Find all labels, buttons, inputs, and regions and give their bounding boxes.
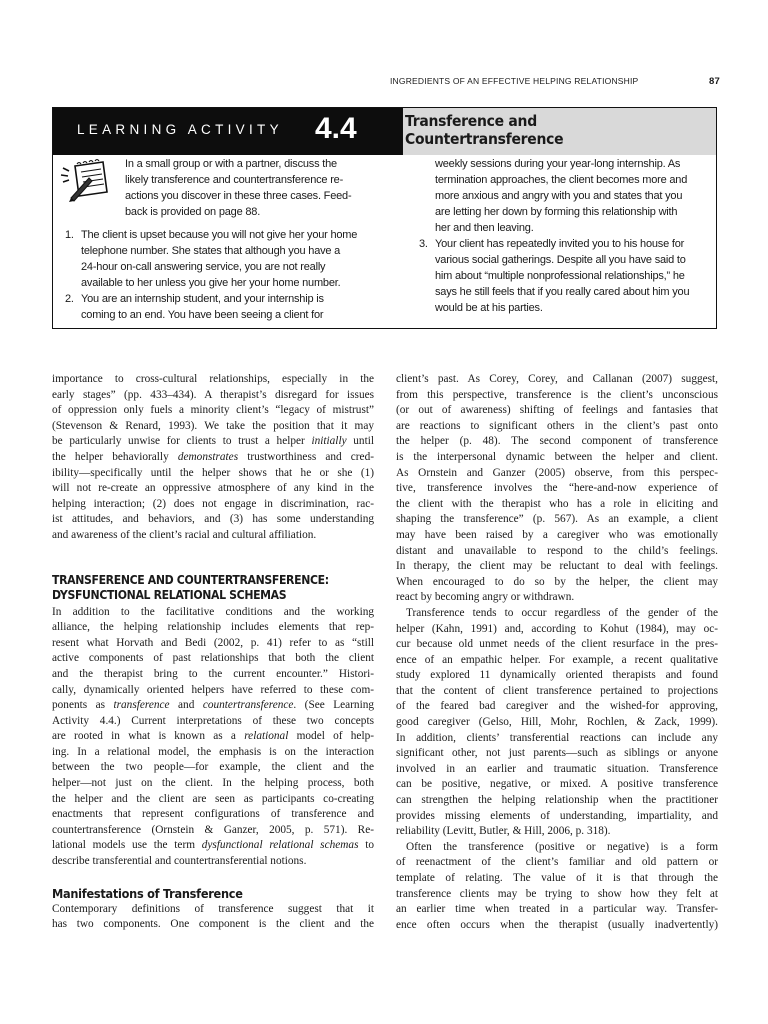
text-run: and	[169, 699, 203, 712]
text-line: distant and unavailable to respond to the child’s feelings.	[396, 544, 718, 557]
text-line: from this perspective, transference is the client’s unconscious	[396, 388, 718, 401]
text-line: Transference tends to occur regardless of the gender of the	[406, 606, 718, 619]
text-line: enactments that represent configurations of transference and	[52, 808, 374, 821]
paragraph	[396, 372, 718, 606]
case-item-2	[63, 291, 383, 323]
case-line: telephone number. She states that although you have a	[81, 245, 341, 257]
intro-line: In a small group or with a partner, discuss the	[125, 158, 337, 170]
paragraph	[396, 840, 718, 934]
learning-activity-cases-left	[63, 227, 383, 323]
case-line: You are an internship student, and your internship is	[81, 293, 324, 305]
page-number: 87	[709, 76, 720, 87]
text-line: ibility—specifically until the helper shows that he or she (1)	[52, 466, 374, 479]
case-line: 24-hour on-call answering service, you are not really	[81, 261, 326, 273]
text-run: ponents as	[52, 699, 114, 712]
text-line: active components of past relationships that both the client	[52, 652, 374, 665]
case-line: coming to an end. You have been seeing a client for	[81, 309, 324, 321]
text-line: Often the transference (positive or negative) is a form	[406, 840, 718, 853]
case-line: are letting her down by forming this relationship with	[435, 206, 678, 218]
text-line: describe transferential and countertransferential notions.	[52, 855, 307, 868]
text-line: can strengthen the helping relationship when the practitioner	[396, 794, 718, 807]
emphasis: relational	[244, 730, 289, 743]
case-number: 1.	[65, 229, 74, 241]
emphasis: transference	[113, 699, 170, 712]
learning-activity-label: LEARNING ACTIVITY	[77, 122, 283, 137]
text-line: reliability (Levitt, Butler, & Hill, 2006, p. 318).	[396, 825, 611, 838]
text-line: When encouraged to do so by the helper, the client may	[396, 575, 718, 588]
emphasis: countertransference	[202, 699, 294, 712]
text-line: ing. In a relational model, the emphasis is on the interaction	[52, 745, 374, 758]
text-line: can be positive, negative, or mixed. A positive transference	[396, 778, 718, 791]
text-line: Contemporary definitions of transference suggest that it	[52, 902, 374, 915]
paragraph	[52, 372, 374, 544]
text-line: involved in an earlier and traumatic situation. Transference	[396, 762, 718, 775]
text-line: cally, dynamically oriented helpers have referred to these com-	[52, 683, 374, 696]
text-line: In addition, clients’ transferential reactions can include any	[396, 731, 718, 744]
text-line: resent what Horvath and Bedi (2002, p. 41) refer to as “still	[52, 636, 374, 649]
case-line: says he still feels that if you really cared about him you	[435, 286, 690, 298]
text-line: tive, transference involves the “here-and-now experience of	[396, 482, 718, 495]
text-run: to	[358, 839, 374, 852]
text-line: the helper (p. 48). The second component of transference	[396, 435, 718, 448]
emphasis: initially	[311, 435, 347, 448]
section-heading-line: DYSFUNCTIONAL RELATIONAL SCHEMAS	[52, 586, 287, 602]
text-line: client’s past. As Corey, Corey, and Callanan (2007) suggest,	[396, 373, 718, 385]
case-item-3	[417, 236, 709, 316]
text-line: and the therapist bring to the current encounter.” Histori-	[52, 667, 374, 680]
text-line: transference clients may be trying to show how they felt at	[396, 887, 718, 900]
text-line: shaping the transference” (p. 567). As an example, a client	[396, 513, 718, 526]
text-line: importance to cross-cultural relationships, especially in the	[52, 373, 374, 385]
text-line: early stages” (pp. 433–434). A therapist’s disregard for issues	[52, 388, 374, 401]
right-column	[396, 372, 718, 933]
text-line: template of relating. The value of it is that through the	[396, 872, 718, 884]
intro-line: actions you discover in these three cases. Feed-	[125, 190, 352, 202]
text-line: may have been raised by a caregiver who was emotionally	[396, 528, 718, 541]
emphasis: dysfunctional relational schemas	[201, 839, 359, 852]
case-line: available to her unless you give her your home number.	[81, 277, 341, 289]
learning-activity-title-bar	[402, 108, 716, 155]
text-line: In therapy, the client may be reluctant to deal with feelings.	[396, 560, 718, 573]
text-line: (or out of awareness) shifting of feelings and fantasies that	[396, 404, 718, 417]
text-run: model of help-	[288, 730, 374, 743]
text-line: an earlier time when treated in a particular way. Transfer-	[396, 903, 718, 916]
learning-activity-header	[53, 108, 716, 155]
text-line: good caregiver (Gelso, Hill, Mohr, Rochlen, & Zack, 1999).	[396, 716, 718, 729]
learning-activity-title-line: Transference and	[405, 112, 537, 130]
text-line: alliance, the helping relationship includes elements that rep-	[52, 621, 374, 634]
case-line: more anxious and angry with you and states that you	[435, 190, 683, 202]
text-line: (Stevenson & Renard, 1993). We take the position that it may	[52, 419, 374, 432]
running-head-title: INGREDIENTS OF AN EFFECTIVE HELPING RELATIONSHIP	[390, 76, 639, 86]
text-run: . (See Learning	[293, 699, 375, 712]
notepad-pencil-icon	[57, 158, 111, 202]
text-line: ence often occurs when the therapist (usually inadvertently)	[396, 918, 718, 931]
case-line: termination approaches, the client becomes more and	[435, 174, 688, 186]
intro-line: back is provided on page 88.	[125, 206, 261, 218]
text-line: has two components. One component is the client and the	[52, 918, 374, 931]
case-line: various social gatherings. Despite all you have said to	[435, 254, 686, 266]
text-line: of reenactment of the client’s familiar and old pattern or	[396, 856, 718, 869]
learning-activity-intro	[125, 156, 375, 220]
text-line: is the interpersonal dynamic between the helper and client.	[396, 450, 718, 463]
case-line: Your client has repeatedly invited you to his house for	[435, 238, 685, 250]
text-line: the client with the therapist who has a role in eliciting and	[396, 497, 718, 510]
text-line: Activity 4.4.) Current interpretations of these two concepts	[52, 714, 374, 727]
paragraph	[52, 902, 374, 933]
text-run: be particularly unwise for clients to trust a helper	[52, 435, 312, 448]
emphasis: demonstrates	[177, 450, 239, 463]
text-line	[52, 450, 374, 466]
case-line: him about “multiple nonprofessional relationships,” he	[435, 270, 685, 282]
text-run: lational models use the term	[52, 839, 202, 852]
text-line: ist attitudes, and behaviors, and (3) has some understanding	[52, 513, 374, 526]
text-line: are reactions to significant others in the client’s past onto	[396, 419, 718, 432]
case-line: weekly sessions during your year-long internship. As	[435, 158, 681, 170]
left-column	[52, 372, 374, 933]
text-line	[52, 434, 374, 450]
case-line: would be at his parties.	[435, 302, 543, 314]
text-line: countertransference (Ornstein & Ganzer, 2005, p. 571). Re-	[52, 823, 374, 836]
text-line: will not re-create an oppressive atmosphere of any kind in the	[52, 482, 374, 495]
section-heading	[52, 572, 374, 602]
text-line: of oppression only fuels a minority client’s “legacy of mistrust”	[52, 404, 374, 417]
section-heading-line: TRANSFERENCE AND COUNTERTRANSFERENCE:	[52, 571, 329, 587]
text-line: the helper and the client are seen as participants co-creating	[52, 792, 374, 805]
text-line	[52, 698, 374, 714]
learning-activity-title	[405, 112, 563, 148]
text-run: the helper behaviorally	[52, 450, 178, 463]
case-item-2-continued	[417, 156, 709, 236]
case-item-1	[63, 227, 383, 291]
text-line: In addition to the facilitative conditions and the working	[52, 605, 374, 618]
case-line: her and then leaving.	[435, 222, 534, 234]
text-line: significant other, not just parents—such as siblings or anyone	[396, 747, 718, 760]
text-line: helper—not just on the client. In the helping process, both	[52, 777, 374, 790]
text-run: are rooted in what is known as a	[52, 730, 245, 743]
learning-activity-cases-right	[417, 156, 709, 316]
learning-activity-label-bar	[53, 108, 402, 155]
text-line: of the feared bad caregiver and the wished-for approving,	[396, 700, 718, 713]
case-line: The client is upset because you will not give her your home	[81, 229, 358, 241]
running-head	[390, 76, 720, 87]
case-number: 2.	[65, 293, 74, 305]
text-line: helper (Kahn, 1991) and, according to Kohut (1984), may oc-	[396, 622, 718, 635]
text-line: study explored 11 dynamically oriented therapists and found	[396, 669, 718, 682]
paragraph	[52, 605, 374, 870]
text-run: until	[346, 435, 374, 448]
text-line	[52, 729, 374, 745]
text-line: As Ornstein and Ganzer (2005) observe, from this perspec-	[396, 466, 718, 479]
learning-activity-title-line: Countertransference	[405, 130, 564, 148]
subsection-heading: Manifestations of Transference	[52, 885, 243, 901]
learning-activity-number: 4.4	[315, 112, 357, 145]
text-line: cur because old unmet needs of the client resurface in the pres-	[396, 638, 718, 651]
text-line: ence of an empathic helper. For example, a recent qualitative	[396, 653, 718, 666]
learning-activity-box	[52, 107, 717, 329]
text-line: react by becoming angry or withdrawn.	[396, 591, 575, 604]
case-number: 3.	[419, 238, 428, 250]
paragraph	[396, 606, 718, 840]
text-run: trustworthiness and cred-	[238, 450, 374, 463]
text-line: that the content of client transference pertained to projections	[396, 684, 718, 697]
text-line: helping interaction; (2) does not engage in discrimination, rac-	[52, 497, 374, 510]
text-line: and awareness of the client’s racial and cultural affiliation.	[52, 528, 317, 541]
text-line: between the two people—for example, the client and the	[52, 761, 374, 774]
text-line	[52, 838, 374, 854]
intro-line: likely transference and countertransference re-	[125, 174, 344, 186]
text-line: provides missing elements of understanding, impartiality, and	[396, 809, 718, 822]
